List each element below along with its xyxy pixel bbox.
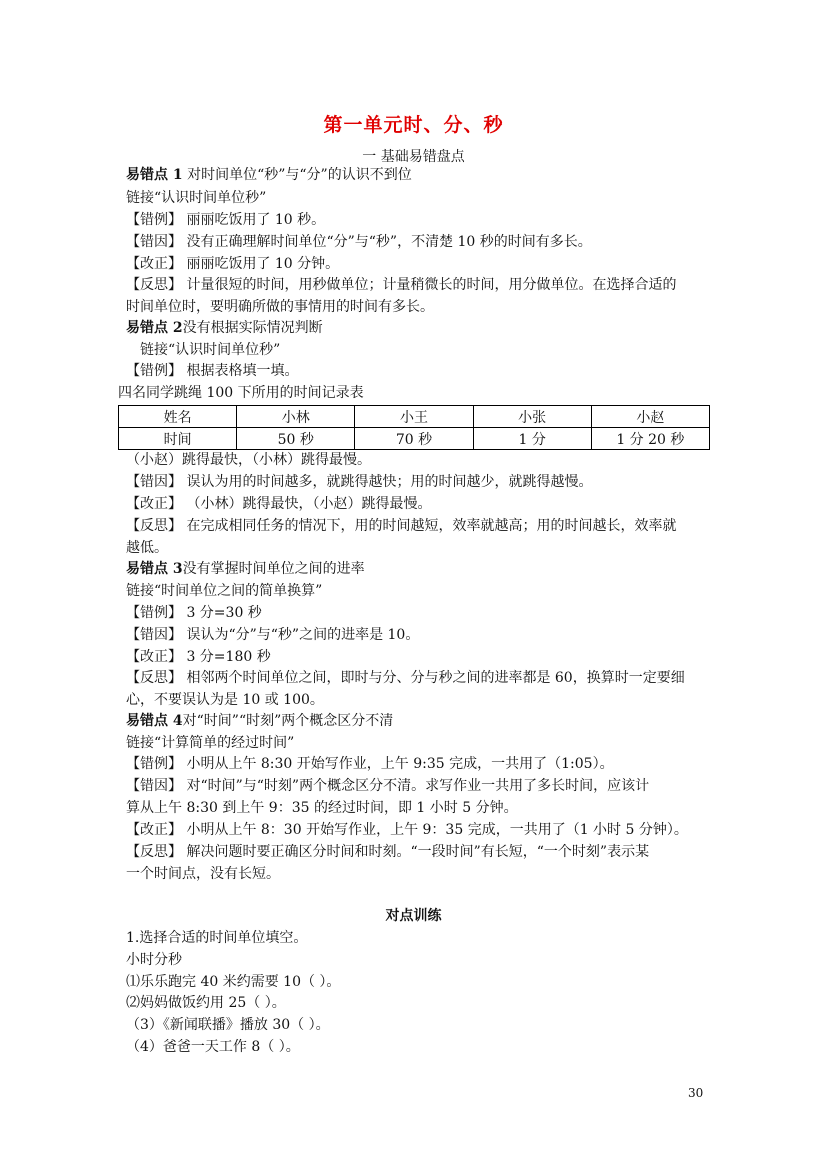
point-2-example: [126, 361, 298, 381]
point-1-heading: [126, 165, 412, 185]
table-row: [119, 406, 710, 428]
table-caption: 四名同学跳绳 100 下所用的时间记录表: [118, 385, 364, 401]
reflect-text: 解决问题时要正确区分时间和时刻。“一段时间”有长短，“一个时刻”表示某: [182, 844, 650, 860]
point-1-link: 链接“认识时间单位秒”: [126, 190, 267, 206]
table-cell: 小王: [355, 406, 473, 428]
reason-text: 误认为用的时间越多，就跳得越快；用的时间越少，就跳得越慢。: [182, 474, 593, 490]
point-3-heading: [126, 559, 365, 579]
page-title: 第一单元时、分、秒: [323, 114, 504, 136]
jump-rope-table: [118, 405, 710, 450]
table-cell: 时间: [119, 428, 237, 450]
point-3-example: [126, 603, 262, 623]
point-3-fix: [126, 647, 271, 667]
point-3-label: 易错点 3: [126, 561, 183, 577]
reason-text: 没有正确理解时间单位“分”与“秒”，不清楚 10 秒的时间有多长。: [182, 234, 592, 250]
point-4-heading: [126, 711, 393, 731]
fix-tag: 【改正】: [126, 822, 182, 838]
point-3-reflect-cont: 心，不要误认为是 10 或 100。: [126, 692, 324, 708]
example-tag: 【错例】: [126, 363, 182, 379]
point-4-reflect: [126, 842, 649, 862]
point-4-link: 链接“计算简单的经过时间”: [126, 735, 295, 751]
reason-tag: 【错因】: [126, 627, 182, 643]
point-1-title: 对时间单位“秒”与“分”的认识不到位: [182, 167, 412, 183]
point-2-reflect: [126, 516, 676, 536]
reason-tag: 【错因】: [126, 778, 182, 794]
reason-tag: 【错因】: [126, 234, 182, 250]
fix-text: 3 分=180 秒: [182, 649, 271, 665]
point-2-answer: （小赵）跳得最快，（小林）跳得最慢。: [126, 452, 371, 468]
point-2-heading: [126, 318, 323, 338]
point-1-label: 易错点 1: [126, 167, 183, 183]
table-cell: 1 分: [473, 428, 591, 450]
point-3-title: 没有掌握时间单位之间的进率: [182, 561, 365, 577]
reason-tag: 【错因】: [126, 474, 182, 490]
question-item: （4）爸爸一天工作 8（ ）。: [126, 1039, 300, 1055]
unit-options: 小时分秒: [126, 952, 182, 968]
fix-text: （小林）跳得最快，（小赵）跳得最慢。: [182, 496, 432, 512]
reflect-text: 在完成相同任务的情况下，用的时间越短，效率就越高；用的时间越长，效率就: [182, 518, 677, 534]
point-4-reason-cont: 算从上午 8:30 到上午 9：35 的经过时间，即 1 小时 5 分钟。: [126, 800, 518, 816]
question-item: ⑴乐乐跑完 40 米约需要 10（ ）。: [126, 974, 341, 990]
table-cell: 小林: [237, 406, 355, 428]
table-cell: 70 秒: [355, 428, 473, 450]
point-2-reason: [126, 472, 592, 492]
point-4-label: 易错点 4: [126, 713, 183, 729]
point-1-fix: [126, 254, 339, 274]
question-1: 1.选择合适的时间单位填空。: [126, 930, 308, 946]
fix-text: 丽丽吃饭用了 10 分钟。: [182, 256, 340, 272]
table-cell: 小张: [473, 406, 591, 428]
point-2-link: 链接“认识时间单位秒”: [140, 342, 281, 358]
point-4-reason: [126, 776, 649, 796]
point-1-example: [126, 210, 325, 230]
reason-text: 对“时间”与“时刻”两个概念区分不清。求写作业一共用了多长时间，应该计: [182, 778, 650, 794]
example-text: 丽丽吃饭用了 10 秒。: [182, 212, 326, 228]
table-cell: 姓名: [119, 406, 237, 428]
example-tag: 【错例】: [126, 212, 182, 228]
table-cell: 小赵: [591, 406, 709, 428]
example-text: 根据表格填一填。: [182, 363, 299, 379]
table-cell: 50 秒: [237, 428, 355, 450]
point-4-reflect-cont: 一个时间点，没有长短。: [126, 866, 280, 882]
point-1-reflect: [126, 275, 676, 295]
point-3-reflect: [126, 668, 685, 688]
point-4-title: 对“时间”“时刻”两个概念区分不清: [182, 713, 394, 729]
page-number: 30: [688, 1086, 704, 1100]
point-2-reflect-cont: 越低。: [126, 540, 168, 556]
example-tag: 【错例】: [126, 605, 182, 621]
reason-text: 误认为“分”与“秒”之间的进率是 10。: [182, 627, 420, 643]
fix-tag: 【改正】: [126, 256, 182, 272]
fix-text: 小明从上午 8：30 开始写作业，上午 9：35 完成，一共用了（1 小时 5 分钟）。: [182, 822, 688, 838]
training-heading: 对点训练: [385, 908, 442, 924]
point-2-fix: [126, 494, 431, 514]
reflect-text: 计量很短的时间，用秒做单位；计量稍微长的时间，用分做单位。在选择合适的: [182, 277, 677, 293]
point-2-label: 易错点 2: [126, 320, 183, 336]
point-3-link: 链接“时间单位之间的简单换算”: [126, 583, 323, 599]
fix-tag: 【改正】: [126, 649, 182, 665]
point-3-reason: [126, 625, 419, 645]
reflect-tag: 【反思】: [126, 277, 182, 293]
point-1-reflect-cont: 时间单位时，要明确所做的事情用的时间有多长。: [126, 299, 434, 315]
table-row: [119, 428, 710, 450]
question-item: ⑵妈妈做饭约用 25（ ）。: [126, 995, 286, 1011]
section-subtitle: 一 基础易错盘点: [362, 149, 465, 165]
point-2-title: 没有根据实际情况判断: [182, 320, 323, 336]
example-text: 小明从上午 8:30 开始写作业，上午 9:35 完成，一共用了（1:05）。: [182, 756, 614, 772]
reflect-tag: 【反思】: [126, 518, 182, 534]
point-4-example: [126, 754, 614, 774]
point-1-reason: [126, 232, 592, 252]
fix-tag: 【改正】: [126, 496, 182, 512]
question-item: （3）《新闻联播》播放 30（ ）。: [126, 1017, 330, 1033]
reflect-tag: 【反思】: [126, 844, 182, 860]
reflect-text: 相邻两个时间单位之间，即时与分、分与秒之间的进率都是 60，换算时一定要细: [182, 670, 685, 686]
example-text: 3 分=30 秒: [182, 605, 262, 621]
table-cell: 1 分 20 秒: [591, 428, 709, 450]
example-tag: 【错例】: [126, 756, 182, 772]
point-4-fix: [126, 820, 688, 840]
reflect-tag: 【反思】: [126, 670, 182, 686]
